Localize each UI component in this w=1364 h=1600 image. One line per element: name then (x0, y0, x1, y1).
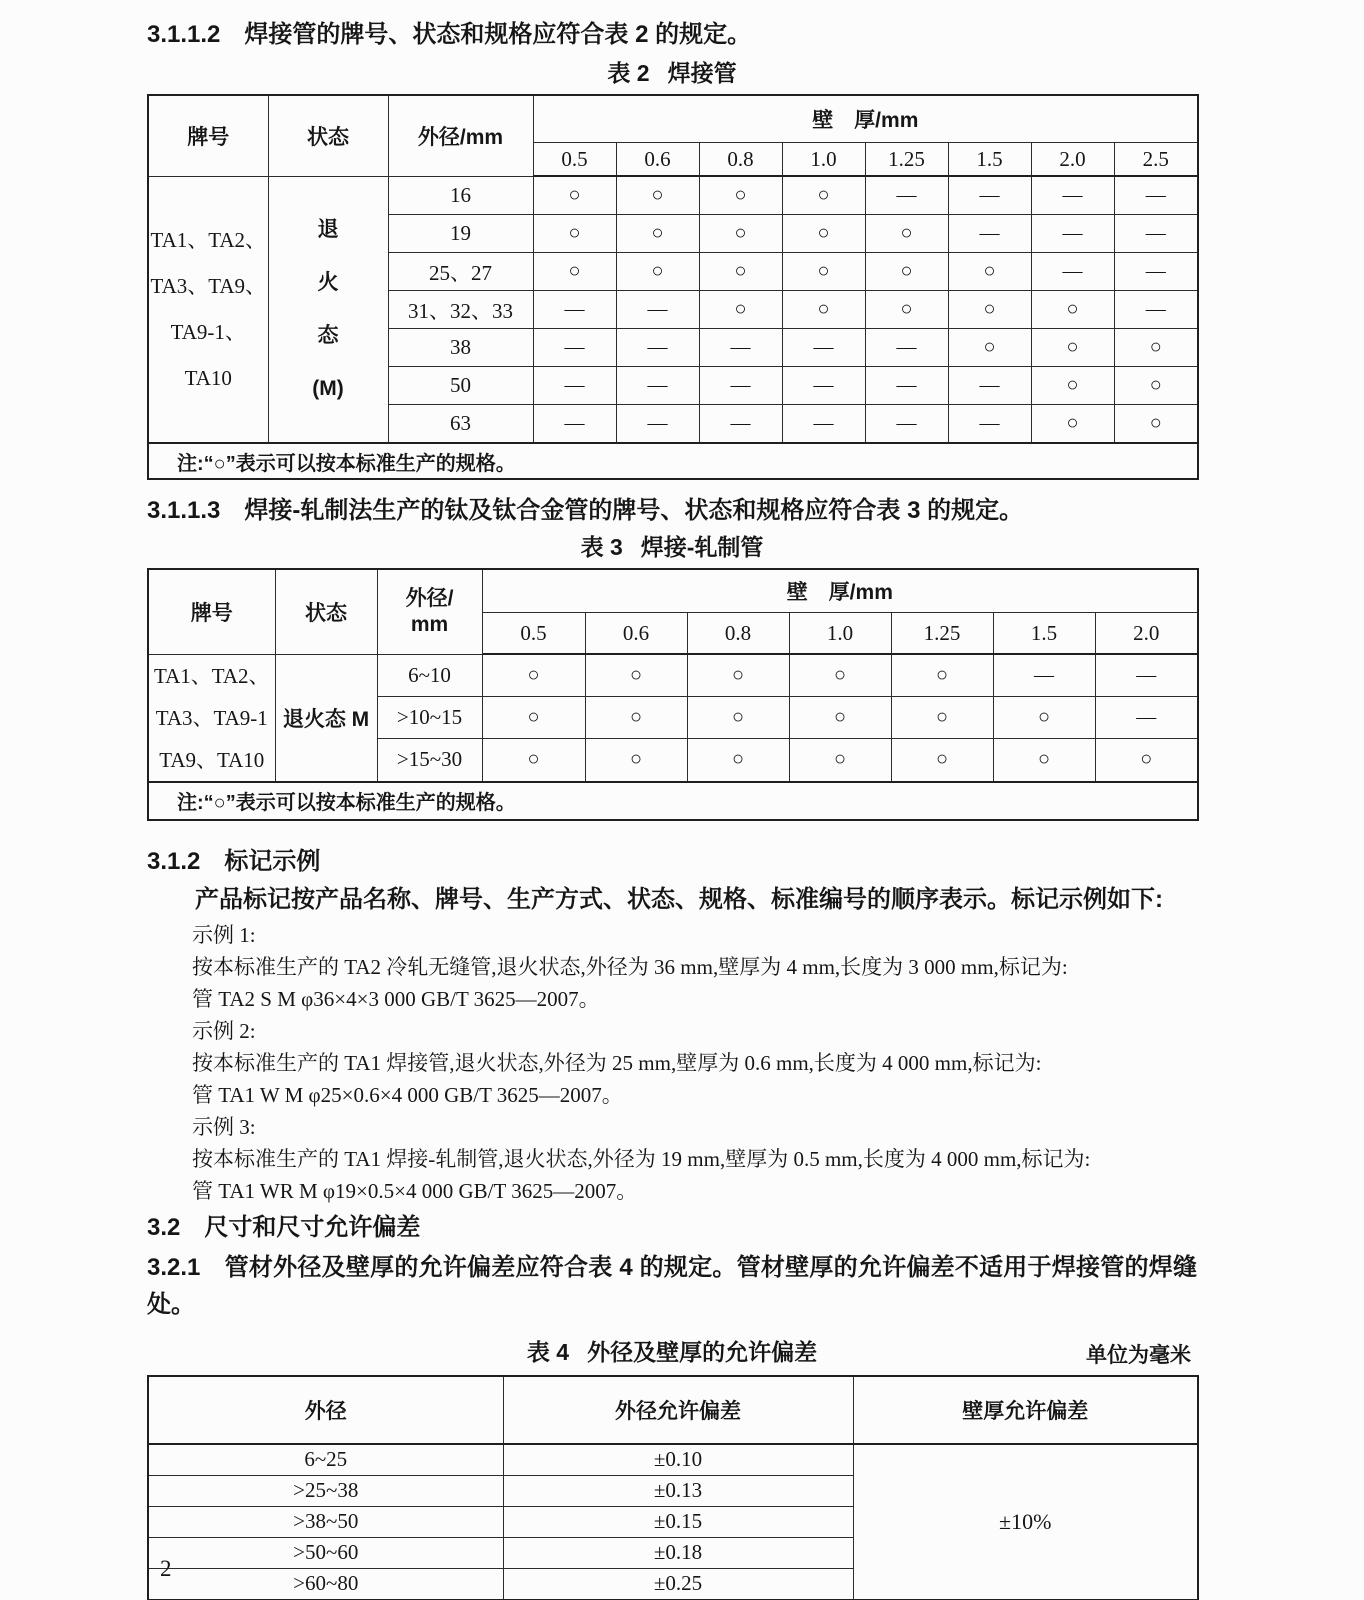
mark-cell: ○ (616, 215, 699, 253)
wall-tol-cell: ±10% (853, 1444, 1198, 1600)
mark-cell: ○ (865, 215, 948, 253)
mark-cell: ○ (585, 697, 687, 739)
mark-cell: — (865, 329, 948, 367)
mark-cell: — (533, 291, 616, 329)
section-heading-312 (147, 847, 1197, 877)
mark-cell: — (1114, 253, 1198, 291)
mark-cell: ○ (616, 253, 699, 291)
mark-cell: ○ (782, 215, 865, 253)
mark-cell: ○ (891, 739, 993, 782)
tol-cell: ±0.25 (503, 1568, 853, 1600)
section-text: 标记示例 (224, 847, 321, 875)
table-3-welded-rolled-pipes (147, 568, 1199, 821)
table-row (148, 654, 1198, 697)
od-cell: 16 (388, 176, 533, 215)
table3-wall-col: 1.0 (789, 613, 891, 655)
mark-cell: ○ (948, 253, 1031, 291)
section-text: 尺寸和尺寸允许偏差 (204, 1213, 421, 1241)
mark-cell: — (993, 654, 1095, 697)
table2-state-cell (268, 176, 388, 443)
state-line: 退 (317, 218, 339, 242)
mark-cell: ○ (533, 176, 616, 215)
section-number: 3.1.1.2 (147, 21, 221, 48)
table2-wall-col: 1.5 (948, 143, 1031, 177)
table2-header-grade: 牌号 (148, 95, 268, 176)
mark-cell: ○ (865, 253, 948, 291)
mark-cell: ○ (482, 739, 585, 782)
mark-cell: — (948, 176, 1031, 215)
table2-grade-cell (148, 176, 268, 443)
table4-header-od-tol: 外径允许偏差 (503, 1376, 853, 1444)
table3-wall-col: 0.5 (482, 613, 585, 655)
mark-cell: ○ (585, 654, 687, 697)
od-header-line: mm (410, 612, 449, 636)
mark-cell: ○ (699, 215, 782, 253)
mark-cell: ○ (687, 739, 789, 782)
mark-cell: — (699, 405, 782, 444)
table3-header-od (377, 569, 482, 654)
table3-grade-cell (148, 654, 275, 782)
table4-header-od: 外径 (148, 1376, 503, 1444)
table2-wall-col: 1.25 (865, 143, 948, 177)
mark-cell: — (1031, 176, 1114, 215)
table-row (148, 1444, 1198, 1476)
example-desc: 按本标准生产的 TA2 冷轧无缝管,退火状态,外径为 36 mm,壁厚为 4 mm,长度为 3 000 mm,标记为: (192, 954, 1068, 979)
page-number: 2 (160, 1556, 172, 1581)
section-text: 管材外径及壁厚的允许偏差应符合表 4 的规定。管材壁厚的允许偏差不适用于焊接管的焊缝处。 (147, 1253, 1197, 1318)
mark-cell: — (616, 367, 699, 405)
tol-cell: ±0.15 (503, 1506, 853, 1537)
table-2-welded-pipes (147, 94, 1199, 480)
mark-cell: — (865, 367, 948, 405)
grade-line: TA1、TA2、 (150, 228, 267, 253)
mark-cell: ○ (782, 176, 865, 215)
od-cell: >60~80 (148, 1568, 503, 1600)
mark-cell: ○ (1095, 739, 1198, 782)
mark-cell: — (948, 367, 1031, 405)
section-heading-3113 (147, 496, 1197, 526)
mark-cell: ○ (789, 697, 891, 739)
mark-cell: ○ (1114, 367, 1198, 405)
mark-cell: — (948, 405, 1031, 444)
mark-cell: — (533, 367, 616, 405)
mark-cell: ○ (616, 176, 699, 215)
mark-cell: — (1114, 176, 1198, 215)
example-mark: 管 TA2 S M φ36×4×3 000 GB/T 3625—2007。 (192, 986, 600, 1011)
table3-caption (147, 532, 1197, 562)
mark-cell: ○ (782, 253, 865, 291)
od-cell: 19 (388, 215, 533, 253)
example-desc: 按本标准生产的 TA1 焊接-轧制管,退火状态,外径为 19 mm,壁厚为 0.5 mm,长度为 4 000 mm,标记为: (192, 1146, 1091, 1171)
mark-cell: ○ (1031, 291, 1114, 329)
table3-header-wall: 壁 厚/mm (482, 569, 1198, 613)
mark-cell: ○ (891, 654, 993, 697)
table3-wall-col: 0.8 (687, 613, 789, 655)
table2-header-wall: 壁 厚/mm (533, 95, 1198, 143)
mark-cell: — (1031, 215, 1114, 253)
mark-cell: ○ (891, 697, 993, 739)
mark-cell: — (699, 329, 782, 367)
mark-cell: ○ (782, 291, 865, 329)
mark-cell: — (1114, 291, 1198, 329)
table2-header-state: 状态 (268, 95, 388, 176)
od-cell: >15~30 (377, 739, 482, 782)
mark-cell: — (1095, 654, 1198, 697)
table3-wall-col: 1.5 (993, 613, 1095, 655)
od-cell: 6~25 (148, 1444, 503, 1476)
page-content (147, 0, 1197, 1600)
table3-header-state: 状态 (275, 569, 377, 654)
tol-cell: ±0.10 (503, 1444, 853, 1476)
table4-caption-title: 外径及壁厚的允许偏差 (587, 1338, 818, 1365)
mark-cell: — (782, 367, 865, 405)
od-cell: >10~15 (377, 697, 482, 739)
mark-cell: — (616, 405, 699, 444)
table-row (148, 176, 1198, 215)
mark-cell: ○ (1031, 405, 1114, 444)
example-mark: 管 TA1 W M φ25×0.6×4 000 GB/T 3625—2007。 (192, 1082, 623, 1107)
section-text: 焊接管的牌号、状态和规格应符合表 2 的规定。 (244, 21, 752, 48)
grade-line: TA3、TA9-1 (155, 705, 268, 730)
table2-note-row (148, 443, 1198, 479)
mark-cell: ○ (585, 739, 687, 782)
table-4-tolerances (147, 1375, 1199, 1600)
od-cell: >25~38 (148, 1475, 503, 1506)
example-label: 示例 1: (192, 922, 256, 947)
table2-wall-col: 0.5 (533, 143, 616, 177)
mark-cell: — (865, 176, 948, 215)
section-number: 3.1.2 (147, 847, 201, 875)
mark-cell: ○ (993, 739, 1095, 782)
table2-wall-col: 1.0 (782, 143, 865, 177)
mark-cell: ○ (533, 215, 616, 253)
od-header-line: 外径/ (405, 586, 454, 610)
table3-note: 注:“○”表示可以按本标准生产的规格。 (148, 782, 1198, 820)
section-number: 3.2.1 (147, 1253, 201, 1281)
mark-cell: ○ (482, 697, 585, 739)
table2-header-od: 外径/mm (388, 95, 533, 176)
mark-cell: — (616, 291, 699, 329)
section-number: 3.1.1.3 (147, 497, 221, 524)
grade-line: TA9、TA10 (159, 747, 265, 772)
mark-cell: ○ (789, 654, 891, 697)
example-label: 示例 2: (192, 1018, 256, 1043)
table2-wall-col: 2.0 (1031, 143, 1114, 177)
mark-cell: — (699, 367, 782, 405)
table3-caption-label: 表 3 (580, 534, 623, 560)
section-text: 焊接-轧制法生产的钛及钛合金管的牌号、状态和规格应符合表 3 的规定。 (244, 497, 1024, 524)
od-cell: 25、27 (388, 253, 533, 291)
example-label: 示例 3: (192, 1114, 256, 1139)
mark-cell: ○ (948, 329, 1031, 367)
section-heading-3112 (147, 20, 1197, 50)
table2-caption (147, 58, 1197, 88)
od-cell: >50~60 (148, 1537, 503, 1568)
mark-cell: ○ (865, 291, 948, 329)
mark-cell: — (533, 329, 616, 367)
table3-caption-title: 焊接-轧制管 (640, 534, 764, 560)
mark-cell: ○ (948, 291, 1031, 329)
od-cell: 31、32、33 (388, 291, 533, 329)
mark-cell: ○ (482, 654, 585, 697)
section-heading-32 (147, 1213, 1197, 1243)
mark-cell: ○ (789, 739, 891, 782)
mark-cell: ○ (687, 697, 789, 739)
table4-caption-row (147, 1337, 1197, 1367)
mark-cell: — (533, 405, 616, 444)
mark-cell: ○ (1031, 329, 1114, 367)
table2-note: 注:“○”表示可以按本标准生产的规格。 (148, 443, 1198, 479)
od-cell: 6~10 (377, 654, 482, 697)
od-cell: 38 (388, 329, 533, 367)
grade-line: TA10 (184, 366, 232, 391)
tol-cell: ±0.18 (503, 1537, 853, 1568)
table3-header-grade: 牌号 (148, 569, 275, 654)
table3-state-cell: 退火态 M (275, 654, 377, 782)
mark-cell: — (782, 405, 865, 444)
mark-cell: — (1031, 253, 1114, 291)
grade-line: TA1、TA2、 (153, 663, 270, 688)
state-line: 火 (317, 271, 339, 295)
mark-cell: — (782, 329, 865, 367)
mark-cell: — (948, 215, 1031, 253)
mark-cell: ○ (687, 654, 789, 697)
state-line: (M) (312, 377, 344, 401)
table4-caption (147, 1337, 1197, 1367)
mark-cell: ○ (699, 253, 782, 291)
od-cell: 63 (388, 405, 533, 444)
example-desc: 按本标准生产的 TA1 焊接管,退火状态,外径为 25 mm,壁厚为 0.6 mm,长度为 4 000 mm,标记为: (192, 1050, 1042, 1075)
table3-wall-col: 1.25 (891, 613, 993, 655)
table2-wall-col: 0.6 (616, 143, 699, 177)
od-cell: 50 (388, 367, 533, 405)
unit-note: 单位为毫米 (1086, 1343, 1191, 1367)
od-cell: >38~50 (148, 1506, 503, 1537)
mark-cell: ○ (1114, 329, 1198, 367)
table3-wall-col: 0.6 (585, 613, 687, 655)
mark-cell: — (616, 329, 699, 367)
examples-block (192, 922, 1197, 1205)
table4-caption-label: 表 4 (526, 1338, 570, 1365)
mark-cell: ○ (1031, 367, 1114, 405)
example-mark: 管 TA1 WR M φ19×0.5×4 000 GB/T 3625—2007。 (192, 1178, 638, 1203)
state-line: 态 (317, 324, 339, 348)
mark-cell: ○ (533, 253, 616, 291)
mark-cell: ○ (1114, 405, 1198, 444)
mark-cell: ○ (699, 291, 782, 329)
grade-line: TA3、TA9、 (150, 274, 267, 299)
mark-cell: — (1114, 215, 1198, 253)
table2-wall-col: 2.5 (1114, 143, 1198, 177)
mark-cell: — (1095, 697, 1198, 739)
marking-intro: 产品标记按产品名称、牌号、生产方式、状态、规格、标准编号的顺序表示。标记示例如下: (195, 885, 1163, 913)
table2-caption-label: 表 2 (607, 60, 650, 86)
table2-wall-col: 0.8 (699, 143, 782, 177)
table4-header-wall-tol: 壁厚允许偏差 (853, 1376, 1198, 1444)
table3-note-row (148, 782, 1198, 820)
mark-cell: ○ (993, 697, 1095, 739)
table2-caption-title: 焊接管 (667, 60, 737, 86)
mark-cell: — (865, 405, 948, 444)
section-paragraph-321 (147, 1249, 1197, 1323)
mark-cell: ○ (699, 176, 782, 215)
table3-wall-col: 2.0 (1095, 613, 1198, 655)
grade-line: TA9-1、 (170, 320, 246, 345)
tol-cell: ±0.13 (503, 1475, 853, 1506)
section-number: 3.2 (147, 1213, 181, 1241)
